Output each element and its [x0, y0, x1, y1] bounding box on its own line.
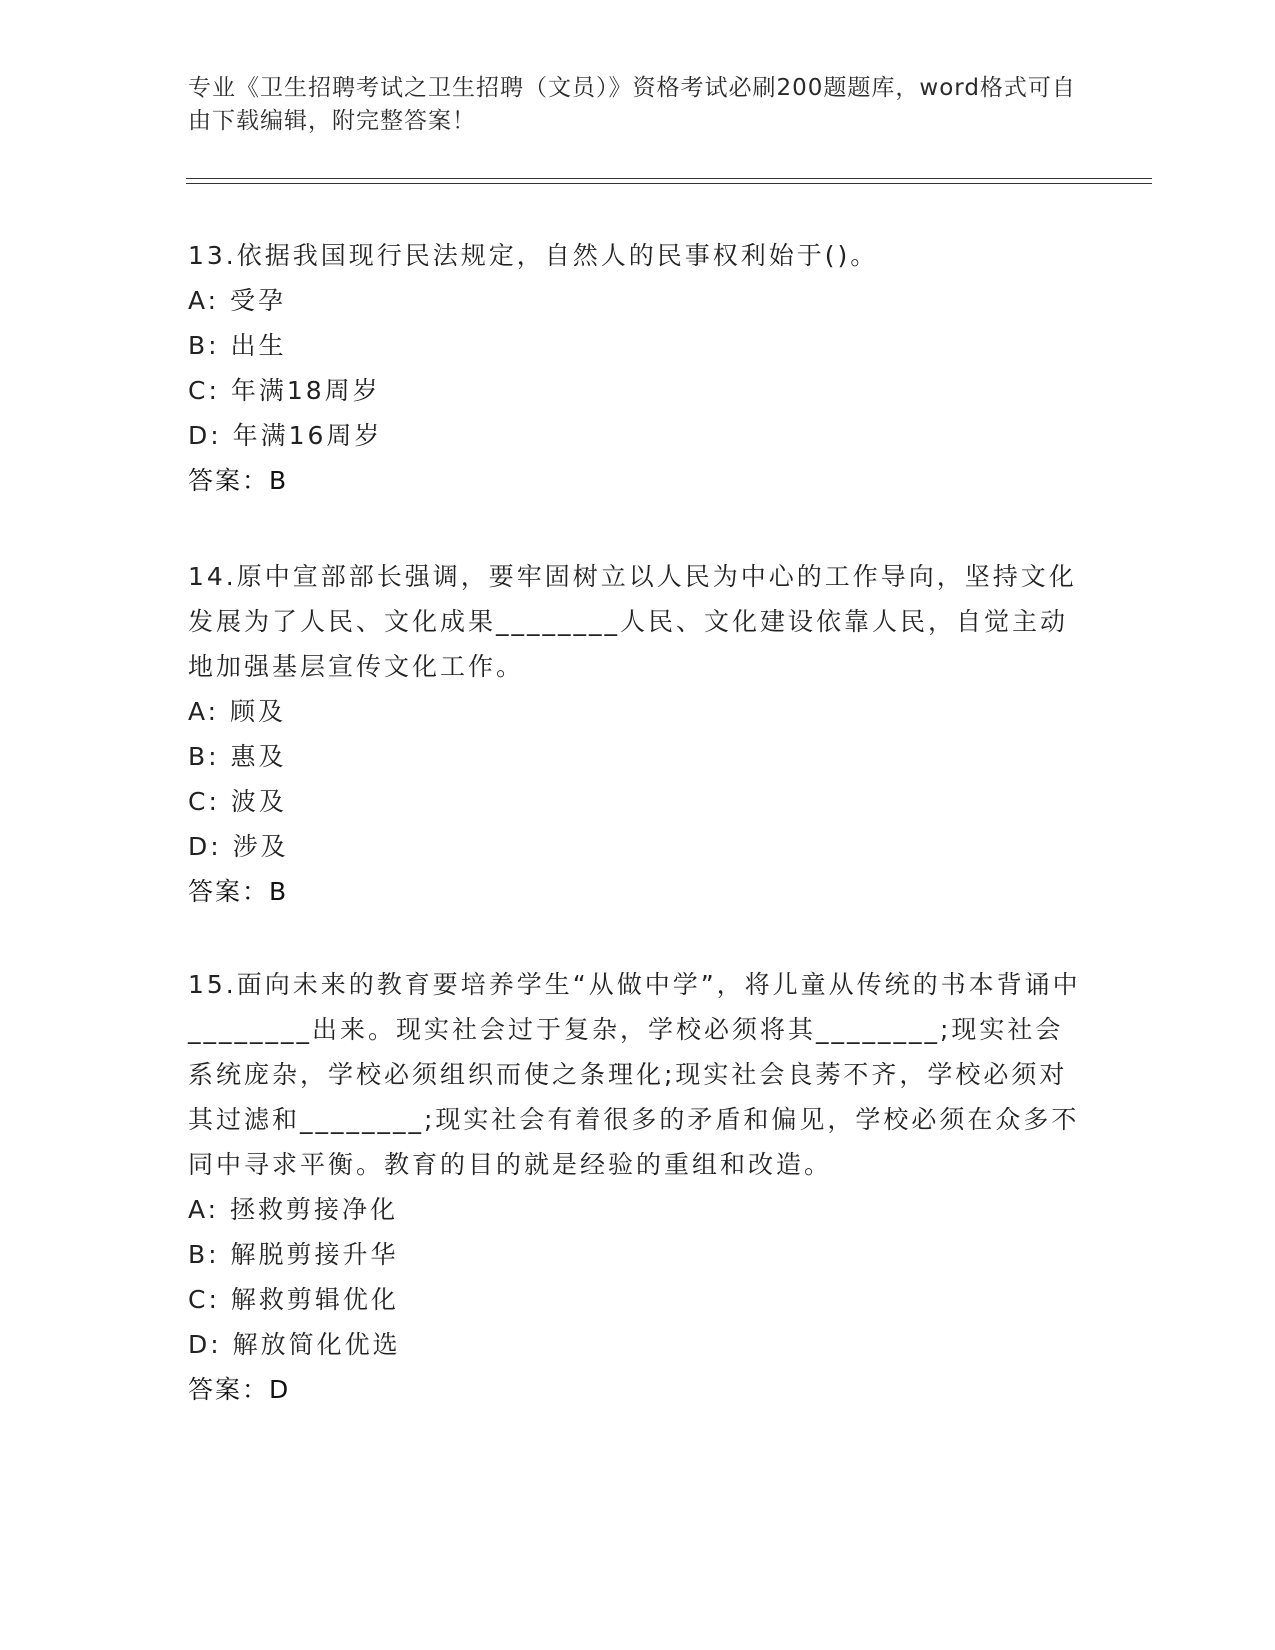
- header-intro-text: 专业《卫生招聘考试之卫生招聘（文员）》资格考试必刷200题题库，word格式可自由下载编辑，附完整答案！: [188, 75, 1076, 134]
- option-b: B: 惠及: [188, 742, 287, 771]
- question-stem: 14.原中宣部部长强调，要牢固树立以人民为中心的工作导向，坚持文化发展为了人民、文化成果________人民、文化建设依靠人民，自觉主动地加强基层宣传文化工作。: [188, 562, 1077, 681]
- question-stem: 13.依据我国现行民法规定，自然人的民事权利始于()。: [188, 241, 879, 270]
- question-14: [188, 554, 1088, 914]
- header-divider-top: [186, 178, 1152, 179]
- option-a: A: 拯救剪接净化: [188, 1195, 399, 1224]
- option-b: B: 出生: [188, 331, 287, 360]
- option-c: C: 波及: [188, 787, 287, 816]
- option-a: A: 受孕: [188, 286, 287, 315]
- option-b: B: 解脱剪接升华: [188, 1240, 399, 1269]
- question-15: [188, 962, 1088, 1412]
- answer-line: 答案：B: [188, 466, 289, 495]
- question-13: [188, 233, 1088, 503]
- option-d: D: 解放简化优选: [188, 1330, 401, 1359]
- answer-line: 答案：B: [188, 877, 289, 906]
- option-c: C: 解救剪辑优化: [188, 1285, 399, 1314]
- option-d: D: 年满16周岁: [188, 421, 383, 450]
- option-a: A: 顾及: [188, 697, 287, 726]
- header-divider-bottom: [186, 183, 1152, 184]
- document-header: [188, 72, 1088, 138]
- answer-line: 答案：D: [188, 1375, 291, 1404]
- question-stem: 15.面向未来的教育要培养学生“从做中学”，将儿童从传统的书本背诵中________出来。现实社会过于复杂，学校必须将其________;现实社会系统庞杂，学校必须组织而使之条理化;现实社会良莠不齐，学校必须对其过滤和________;现实社会有着很多的矛盾和偏见，学校必须在众多不同中寻求平衡。教育的目的就是经验的重组和改造。: [188, 970, 1081, 1179]
- option-d: D: 涉及: [188, 832, 289, 861]
- option-c: C: 年满18周岁: [188, 376, 381, 405]
